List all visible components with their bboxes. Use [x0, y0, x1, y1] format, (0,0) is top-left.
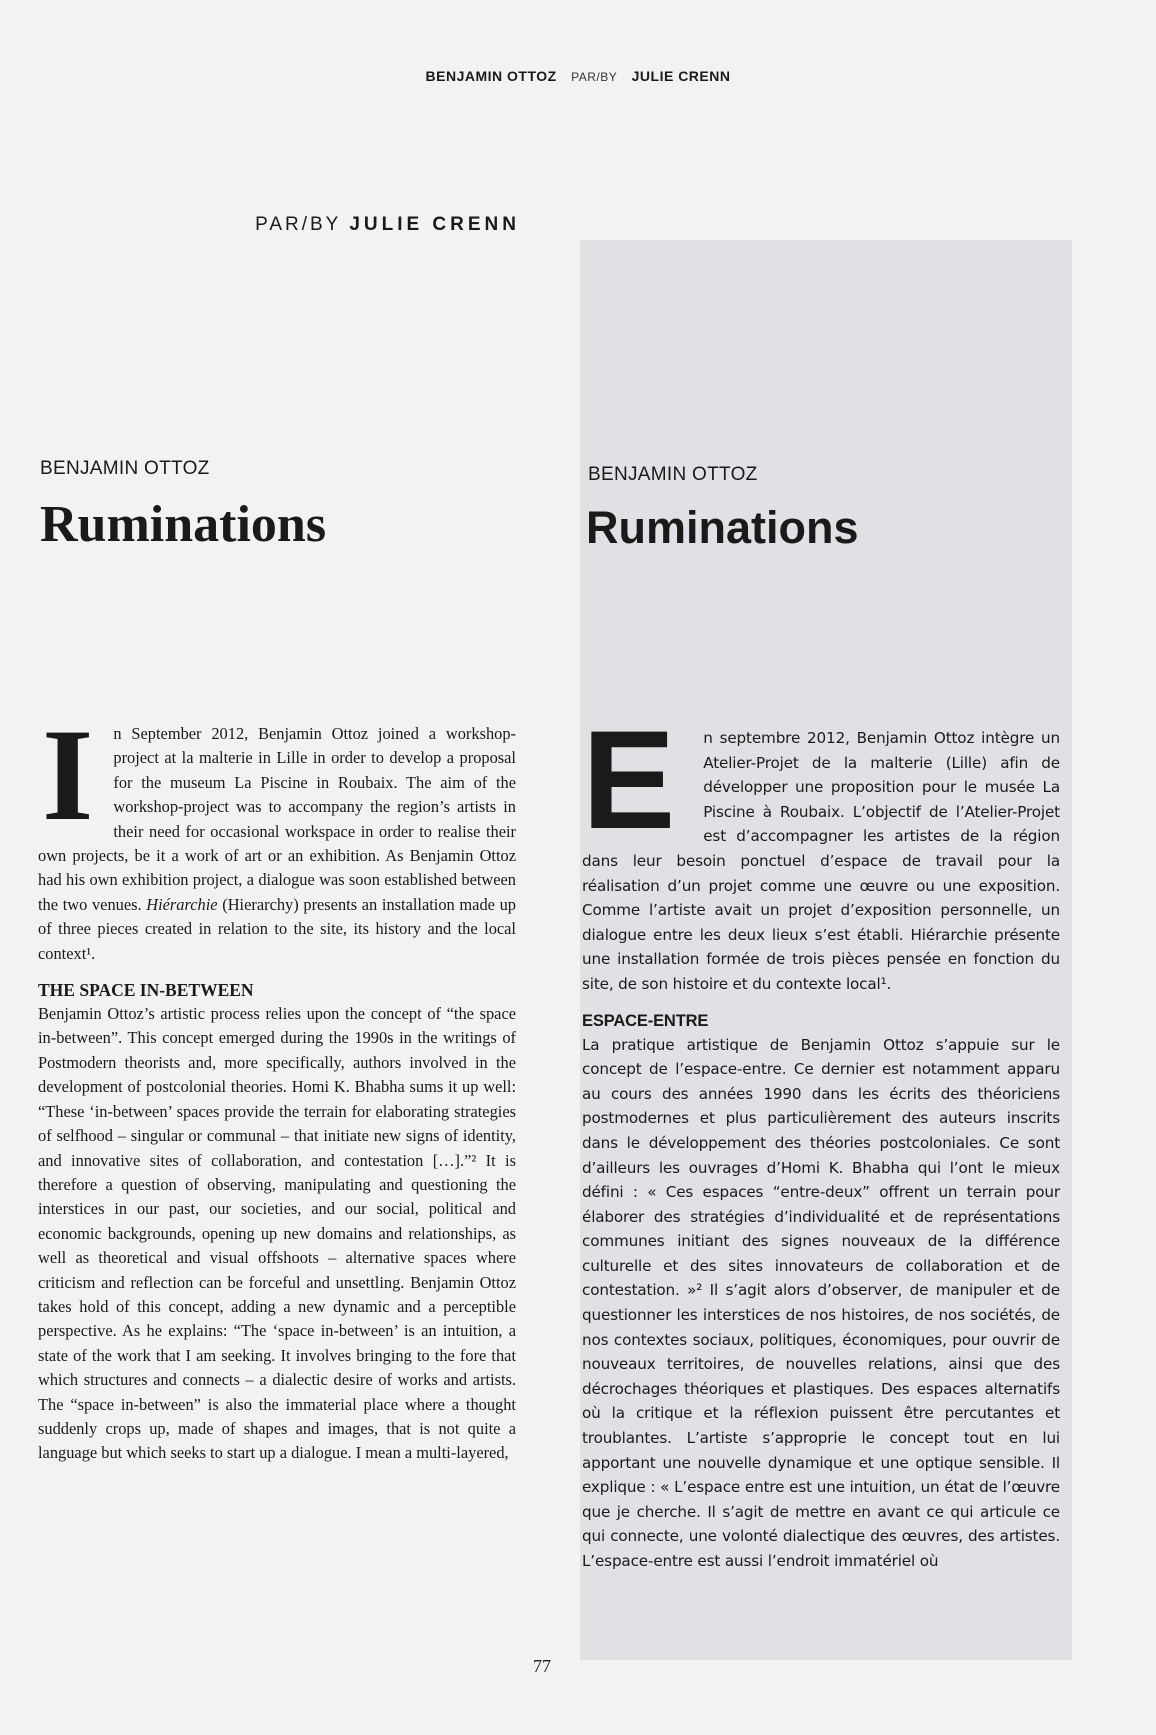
- french-intro-paragraph: [582, 701, 1060, 997]
- french-body-paragraph: La pratique artistique de Benjamin Ottoz s’appuie sur le concept de l’espace-entre. Ce dernier est notamment apparu au cours des années 1990 dans les écrits des théoriciens postmodernes et plus particulièrement des auteurs inscrits dans le développement des théories postcoloniales. Ce sont d’ailleurs les ouvrages d’Homi K. Bhabha qui l’ont le mieux défini : « Ces espaces “entre-deux” offrent un terrain pour élaborer des stratégies d’individualité et de représentations communes initiant des signes nouveaux de la différence culturelle et des sites innovateurs de collaboration et de contestation. »² Il s’agit alors d’observer, de manipuler et de questionner les interstices de nos histoires, de nos sociétés, de nos contextes sociaux, politiques, économiques, pour ouvrir de nouveaux territoires, de nouvelles relations, ainsi que des décrochages théoriques et plastiques. Des espaces alternatifs où la critique et la réflexion puissent être percutantes et troublantes. L’artiste s’approprie le concept tout en lui apportant une nouvelle dynamique et une optique sensible. Il explique : « L’espace entre est une intuition, un état de l’œuvre que je cherche. Il s’agit de mettre en avant ce qui articule ce qui connecte, une volonté dialectique des œuvres, des artistes. L’espace-entre est aussi l’endroit immatériel où: [582, 1035, 1060, 1570]
- english-body-paragraph: Benjamin Ottoz’s artistic process relies upon the concept of “the space in-between”. This concept emerged during the 1990s in the writings of Postmodern theorists and, more specifically, authors involved in the development of postcolonial theories. Homi K. Bhabha sums it up well: “These ‘in-between’ spaces provide the terrain for elaborating strategies of selfhood – singular or communal – that initiate new signs of identity, and innovative sites of collaboration, and contestation […].”² It is therefore a question of observing, manipulating and questioning the interstices in our past, our societies, and our social, political and economic backgrounds, opening up new domains and relationships, as well as theoretical and visual offshoots – alternative spaces where criticism and reflection can be forceful and unsettling. Benjamin Ottoz takes hold of this concept, adding a new dynamic and a perceptible perspective. As he explains: “The ‘space in-between’ is an intuition, a state of the work that I am seeking. It involves bringing to the fore that which structures and connects – a dialectic desire of works and artists. The “space in-between” is also the immaterial place where a thought suddenly crops up, made of shapes and images, that is not quite a language but which seeks to start up a dialogue. I mean a multi-layered,: [38, 1004, 516, 1463]
- french-column: [582, 701, 1060, 1574]
- english-intro-end: (Hierarchy) presents an installation made up of three pieces created in relation to the site, its history and the local context¹.: [38, 894, 516, 963]
- english-artist-name: BENJAMIN OTTOZ: [40, 458, 210, 479]
- french-artist-name: BENJAMIN OTTOZ: [588, 464, 758, 485]
- french-section-heading: ESPACE-ENTRE: [582, 1011, 709, 1030]
- header-author: JULIE CRENN: [631, 68, 731, 84]
- header-artist: BENJAMIN OTTOZ: [425, 68, 557, 84]
- french-intro-text: n septembre 2012, Benjamin Ottoz intègre un Atelier-Projet de la malterie (Lille) afin de développer une proposition pour le musée La Piscine à Roubaix. L’objectif de l’Atelier-Projet est d’accompagner les artistes de la région dans leur besoin ponctuel d’espace de travail pour la réalisation d’un projet comme une œuvre ou une exposition. Comme l’artiste avait un projet d’exposition personnelle, un dialogue entre les deux lieux s’est établi. Hiérarchie présente une installation formée de trois pièces pensée en fonction du site, de son histoire et du contexte local¹.: [582, 729, 1060, 993]
- english-intro-text: n September 2012, Benjamin Ottoz joined a workshop-project at la malterie in Lille in order to develop a proposal for the museum La Piscine in Roubaix. The aim of the workshop-project was to accompany the region’s artists in their need for occasional workspace in order to realise their own projects, be it a work of art or an exhibition. As Benjamin Ottoz had his own exhibition project, a dialogue was soon established between the two venues.: [38, 724, 516, 914]
- byline-par-by: PAR/BY: [255, 214, 342, 235]
- byline-author: JULIE CRENN: [349, 214, 520, 235]
- byline: [250, 214, 520, 236]
- english-intro-italic: Hiérarchie: [146, 894, 218, 914]
- french-title: Ruminations: [586, 502, 859, 553]
- header-par-by: PAR/BY: [571, 70, 618, 84]
- english-intro-paragraph: [38, 701, 516, 966]
- page-number: 77: [533, 1656, 551, 1676]
- english-title: Ruminations: [40, 496, 327, 553]
- french-drop-cap: E: [582, 701, 676, 858]
- english-column: [38, 701, 516, 1466]
- running-header: [0, 68, 1156, 84]
- english-section-heading: THE SPACE IN-BETWEEN: [38, 980, 254, 1001]
- english-drop-cap: I: [42, 701, 94, 848]
